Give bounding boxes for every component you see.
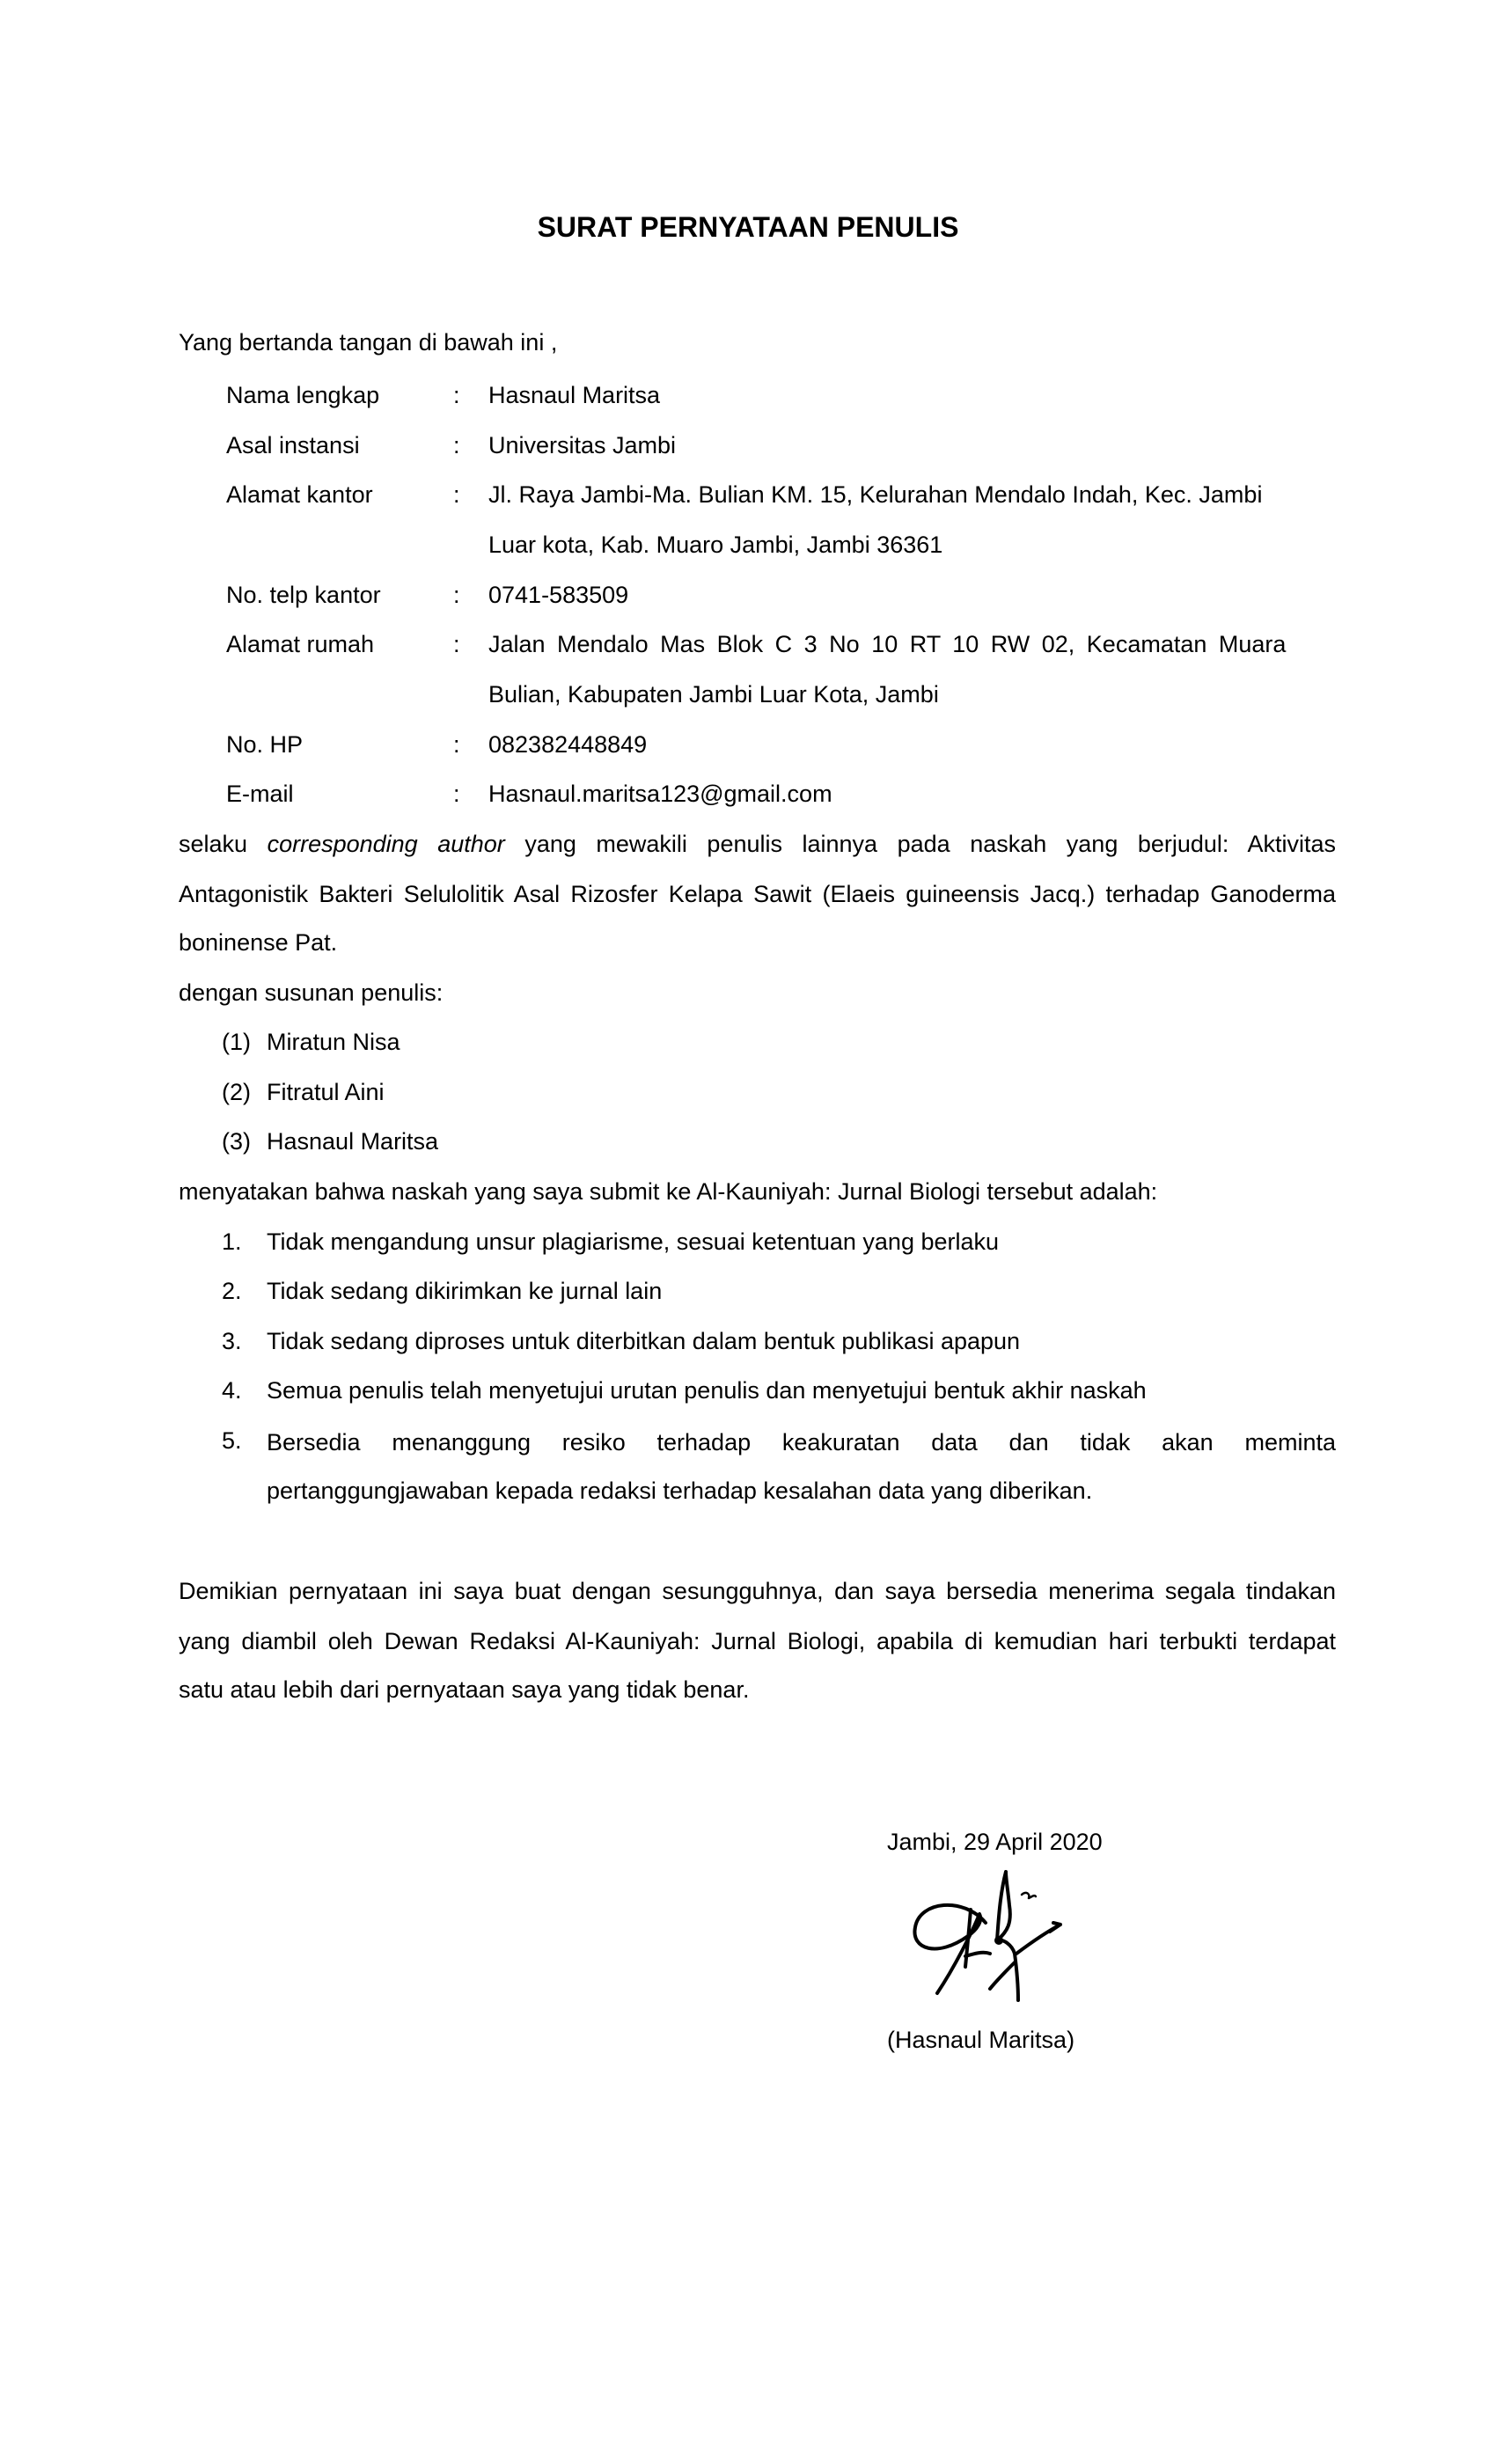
field-colon: : (453, 432, 460, 458)
field-colon: : (453, 582, 460, 608)
role-line1-rest: yang mewakili penulis lainnya pada naskah yang berjudul: Aktivitas (524, 831, 1336, 857)
field-colon: : (453, 731, 460, 758)
field-value-hp: 082382448849 (488, 731, 648, 758)
closing-line1: Demikian pernyataan ini saya buat dengan sesungguhnya, dan saya bersedia menerima segala tindakan (179, 1578, 1336, 1604)
intro-text: Yang bertanda tangan di bawah ini , (179, 329, 558, 356)
author-name: Hasnaul Maritsa (267, 1128, 439, 1155)
field-value-alamat-rumah-line1 (488, 629, 1289, 659)
statement-text: Tidak sedang diproses untuk diterbitkan dalam bentuk publikasi apapun (267, 1328, 1021, 1354)
authors-intro: dengan susunan penulis: (179, 979, 444, 1006)
field-label-email: E-mail (226, 781, 294, 807)
statement-text: Tidak mengandung unsur plagiarisme, sesuai ketentuan yang berlaku (267, 1228, 1000, 1255)
statement-number: 1. (222, 1228, 242, 1255)
field-label-alamat-kantor: Alamat kantor (226, 481, 373, 508)
signatory-name: (Hasnaul Maritsa) (887, 2027, 1075, 2053)
field-colon: : (453, 631, 460, 657)
author-number: (3) (222, 1128, 251, 1155)
statement-text: Semua penulis telah menyetujui urutan penulis dan menyetujui bentuk akhir naskah (267, 1377, 1147, 1404)
statement-number: 2. (222, 1278, 242, 1304)
field-value-alamat-kantor-line1: Jl. Raya Jambi-Ma. Bulian KM. 15, Kelurahan Mendalo Indah, Kec. Jambi (488, 481, 1263, 508)
field-value-nama: Hasnaul Maritsa (488, 382, 661, 408)
author-name: Fitratul Aini (267, 1079, 385, 1105)
alamat-rumah-line1-text: Jalan Mendalo Mas Blok C 3 No 10 RT 10 RW 02, Kecamatan Muara (488, 631, 1287, 657)
role-paragraph-line2: Antagonistik Bakteri Selulolitik Asal Rizosfer Kelapa Sawit (Elaeis guineensis Jacq.) terhadap Ganoderma (179, 881, 1336, 907)
statement-number: 5. (222, 1427, 242, 1454)
role-paragraph-line3: boninense Pat. (179, 929, 338, 956)
field-label-nama: Nama lengkap (226, 382, 380, 408)
field-value-email: Hasnaul.maritsa123@gmail.com (488, 781, 832, 807)
field-label-alamat-rumah: Alamat rumah (226, 631, 375, 657)
closing-line3: satu atau lebih dari pernyataan saya yang tidak benar. (179, 1676, 750, 1703)
statement-text-line2: pertanggungjawaban kepada redaksi terhadap kesalahan data yang diberikan. (267, 1478, 1093, 1504)
closing-line2: yang diambil oleh Dewan Redaksi Al-Kauniyah: Jurnal Biologi, apabila di kemudian hari terbukti terdapat (179, 1628, 1336, 1654)
statement-number: 4. (222, 1377, 242, 1404)
field-colon: : (453, 481, 460, 508)
author-name: Miratun Nisa (267, 1029, 400, 1055)
field-colon: : (453, 382, 460, 408)
field-value-instansi: Universitas Jambi (488, 432, 677, 458)
role-paragraph-line1 (179, 819, 1336, 869)
role-italic: corresponding author (267, 831, 505, 857)
field-label-telp-kantor: No. telp kantor (226, 582, 381, 608)
field-colon: : (453, 781, 460, 807)
author-number: (1) (222, 1029, 251, 1055)
field-value-alamat-kantor-line2: Luar kota, Kab. Muaro Jambi, Jambi 36361 (488, 532, 943, 558)
role-prefix: selaku (179, 831, 248, 857)
field-label-hp: No. HP (226, 731, 304, 758)
statement-number: 3. (222, 1328, 242, 1354)
author-number: (2) (222, 1079, 251, 1105)
field-value-alamat-rumah-line2: Bulian, Kabupaten Jambi Luar Kota, Jambi (488, 681, 939, 708)
field-label-instansi: Asal instansi (226, 432, 360, 458)
statement-text: Tidak sedang dikirimkan ke jurnal lain (267, 1278, 663, 1304)
handwritten-signature (902, 1870, 1087, 2020)
document-title: SURAT PERNYATAAN PENULIS (537, 211, 959, 243)
field-value-telp-kantor: 0741-583509 (488, 582, 629, 608)
statement-text-line1: Bersedia menanggung resiko terhadap keakuratan data dan tidak akan meminta (267, 1429, 1336, 1456)
statement-intro: menyatakan bahwa naskah yang saya submit ke Al-Kauniyah: Jurnal Biologi tersebut adalah: (179, 1178, 1158, 1205)
place-date: Jambi, 29 April 2020 (887, 1829, 1103, 1855)
